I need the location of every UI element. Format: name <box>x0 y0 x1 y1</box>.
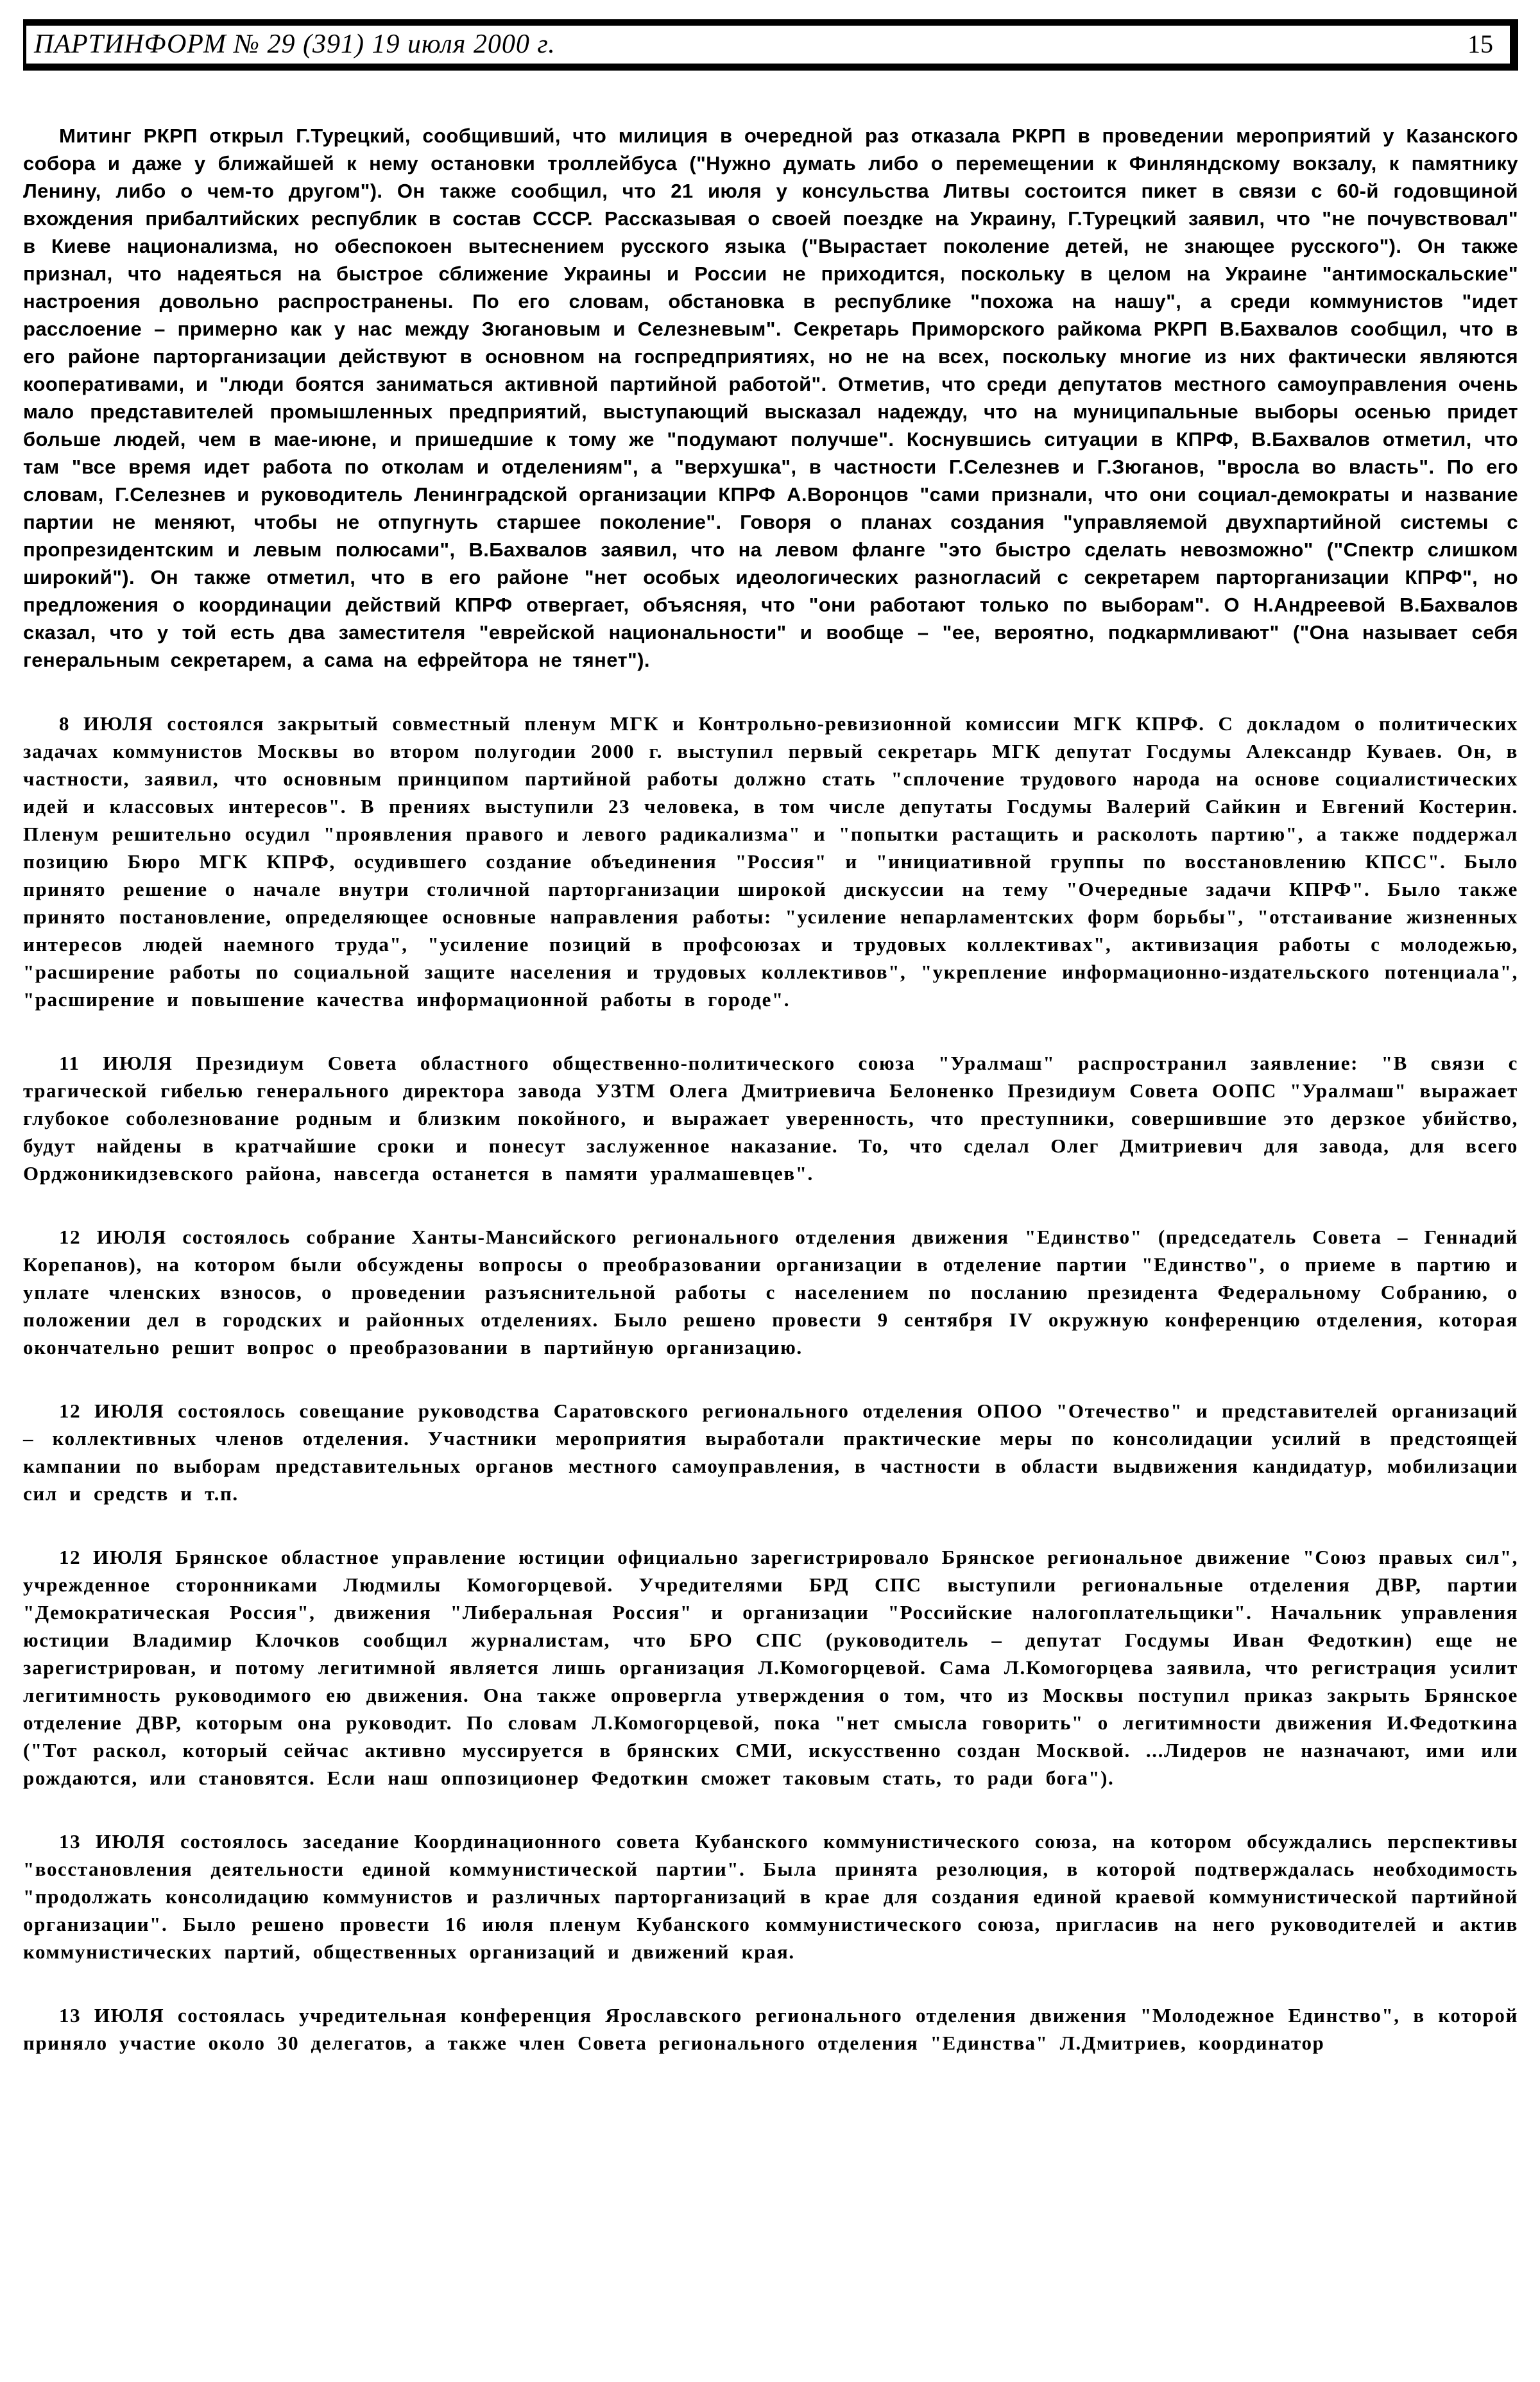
page-header <box>23 19 1518 71</box>
paragraph-13-july-yaroslavl: 13 ИЮЛЯ состоялась учредительная конференция Ярославского регионального отделения движения "Молодежное Единство", в которой приняло участие около 30 делегатов, а также член Совета регионального отделения "Единства" Л.Дмитриев, координатор <box>23 2004 1518 2054</box>
paragraph-13-july-kuban: 13 ИЮЛЯ состоялось заседание Координационного совета Кубанского коммунистического союза, на котором обсуждались перспективы "восстановления деятельности единой коммунистической партии". Была принята резолюция, в которой подтверждалась необходимость "продолжать консолидацию коммунистов и различных парторганизаций в крае для создания единой краевой коммунистической партийной организации". Было решено провести 16 июля пленум Кубанского коммунистического союза, пригласив на него руководителей и актив коммунистических партий, общественных организаций и движений края. <box>23 1830 1518 1963</box>
paragraph-11-july-uralmash: 11 ИЮЛЯ Президиум Совета областного общественно-политического союза "Уралмаш" распространил заявление: "В связи с трагической гибелью генерального директора завода УЗТМ Олега Дмитриевича Белоненко Президиум Совета ООПС "Уралмаш" выражает глубокое соболезнование родным и близким покойного, и выражает уверенность, что преступники, совершившие это дерзкое убийство, будут найдены в кратчайшие сроки и понесут заслуженное наказание. То, что сделал Олег Дмитриевич для завода, для всего Орджоникидзевского района, навсегда останется в памяти уралмашевцев". <box>23 1052 1518 1185</box>
paragraph-12-july-otechestvo: 12 ИЮЛЯ состоялось совещание руководства Саратовского регионального отделения ОПОО "Отечество" и представителей организаций – коллективных членов отделения. Участники мероприятия выработали практические меры по консолидации усилий в предстоящей кампании по выборам представительных органов местного самоуправления, в частности в области выдвижения кандидатур, мобилизации сил и средств и т.п. <box>23 1400 1518 1505</box>
paragraph-meeting-rkrp: Митинг РКРП открыл Г.Турецкий, сообщивший, что милиция в очередной раз отказала РКРП в проведении мероприятий у Казанского собора и даже у ближайшей к нему остановки троллейбуса ("Нужно думать либо о перемещении к Финляндскому вокзалу, к памятнику Ленину, либо о чем-то другом"). Он также сообщил, что 21 июля у консульства Литвы состоится пикет в связи с 60-й годовщиной вхождения прибалтийских республик в состав СССР. Рассказывая о своей поездке на Украину, Г.Турецкий заявил, что "не почувствовал" в Киеве национализма, но обеспокоен вытеснением русского языка ("Вырастает поколение детей, не знающее русского"). Он также признал, что надеяться на быстрое сближение Украины и России не приходится, поскольку в целом на Украине "антимоскальские" настроения довольно распространены. По его словам, обстановка в республике "похожа на нашу", а среди коммунистов "идет расслоение – примерно как у нас между Зюгановым и Селезневым". Секретарь Приморского райкома РКРП В.Бахвалов сообщил, что в его районе парторганизации действуют в основном на госпредприятиях, но не на всех, поскольку многие из них фактически являются кооперативами, и "люди боятся заниматься активной партийной работой". Отметив, что среди депутатов местного самоуправления очень мало представителей промышленных предприятий, выступающий высказал надежду, что на муниципальные выборы осенью придет больше людей, чем в мае-июне, и пришедшие к тому же "подумают получше". Коснувшись ситуации в КПРФ, В.Бахвалов отметил, что там "все время идет работа по отколам и отделениям", а "верхушка", в частности Г.Селезнев и Г.Зюганов, "вросла во власть". По его словам, Г.Селезнев и руководитель Ленинградской организации КПРФ А.Воронцов "сами признали, что они социал-демократы и название партии не меняют, чтобы не отпугнуть старшее поколение". Говоря о планах создания "управляемой двухпартийной системы с пропрезидентским и левым полюсами", В.Бахвалов заявил, что на левом фланге "это быстро сделать невозможно" ("Спектр слишком широкий"). Он также отметил, что в его районе "нет особых идеологических разногласий с секретарем парторганизации КПРФ", но предложения о координации действий КПРФ отвергает, объясняя, что "они работают только по выборам". О Н.Андреевой В.Бахвалов сказал, что у той есть два заместителя "еврейской национальности" и вообще – "ее, вероятно, подкармливают" ("Она называет себя генеральным секретарем, а сама на ефрейтора не тянет"). <box>23 124 1518 671</box>
paragraph-12-july-bryansk-sps: 12 ИЮЛЯ Брянское областное управление юстиции официально зарегистрировало Брянское региональное движение "Союз правых сил", учрежденное сторонниками Людмилы Комогорцевой. Учредителями БРД СПС выступили региональные отделения ДВР, партии "Демократическая Россия", движения "Либеральная Россия" и организации "Российские налогоплательщики". Начальник управления юстиции Владимир Клочков сообщил журналистам, что БРО СПС (руководитель – депутат Госдумы Иван Федоткин) еще не зарегистрирован, и потому легитимной является лишь организация Л.Комогорцевой. Сама Л.Комогорцева заявила, что регистрация усилит легитимность руководимого ею движения. Она также опровергла утверждения о том, что из Москвы поступил приказ закрыть Брянское отделение ДВР, которым она руководит. По словам Л.Комогорцевой, пока "нет смысла говорить" о легитимности движения И.Федоткина ("Тот раскол, который сейчас активно муссируется в брянских СМИ, искусственно создан Москвой. ...Лидеров не назначают, ими или рождаются, или становятся. Если наш оппозиционер Федоткин сможет таковым стать, то ради бога"). <box>23 1546 1518 1789</box>
page-number: 15 <box>1467 30 1493 58</box>
paragraph-8-july-mgk-kprf: 8 ИЮЛЯ состоялся закрытый совместный пленум МГК и Контрольно-ревизионной комиссии МГК КПРФ. С докладом о политических задачах коммунистов Москвы во втором полугодии 2000 г. выступил первый секретарь МГК депутат Госдумы Александр Куваев. Он, в частности, заявил, что основным принципом партийной работы должно стать "сплочение трудового народа на основе социалистических идей и классовых интересов". В прениях выступили 23 человека, в том числе депутаты Госдумы Валерий Сайкин и Евгений Костерин. Пленум решительно осудил "проявления правого и левого радикализма" и "попытки растащить и расколоть партию", а также поддержал позицию Бюро МГК КПРФ, осудившего создание объединения "Россия" и "инициативной группы по восстановлению КПСС". Было принято решение о начале внутри столичной парторганизации широкой дискуссии на тему "Очередные задачи КПРФ". Было также принято постановление, определяющее основные направления работы: "усиление непарламентских форм борьбы", "отстаивание жизненных интересов людей наемного труда", "усиление позиций в профсоюзах и трудовых коллективах", активизация работы с молодежью, "расширение работы по социальной защите населения и трудовых коллективов", "укрепление информационно-издательского потенциала", "расширение и повышение качества информационной работы в городе". <box>23 712 1518 1011</box>
article-body <box>23 122 1518 2057</box>
newsletter-title: ПАРТИНФОРМ № 29 (391) 19 июля 2000 г. <box>34 29 556 59</box>
paragraph-12-july-edinstvo: 12 ИЮЛЯ состоялось собрание Ханты-Мансийского регионального отделения движения "Единство" (председатель Совета – Геннадий Корепанов), на котором были обсуждены вопросы о преобразовании организации в отделение партии "Единство", о приеме в партию и уплате членских взносов, о проведении разъяснительной работы с населением по посланию президента Федеральному Собранию, о положении дел в городских и районных отделениях. Было решено провести 9 сентября IV окружную конференцию отделения, которая окончательно решит вопрос о преобразовании в партийную организацию. <box>23 1226 1518 1358</box>
